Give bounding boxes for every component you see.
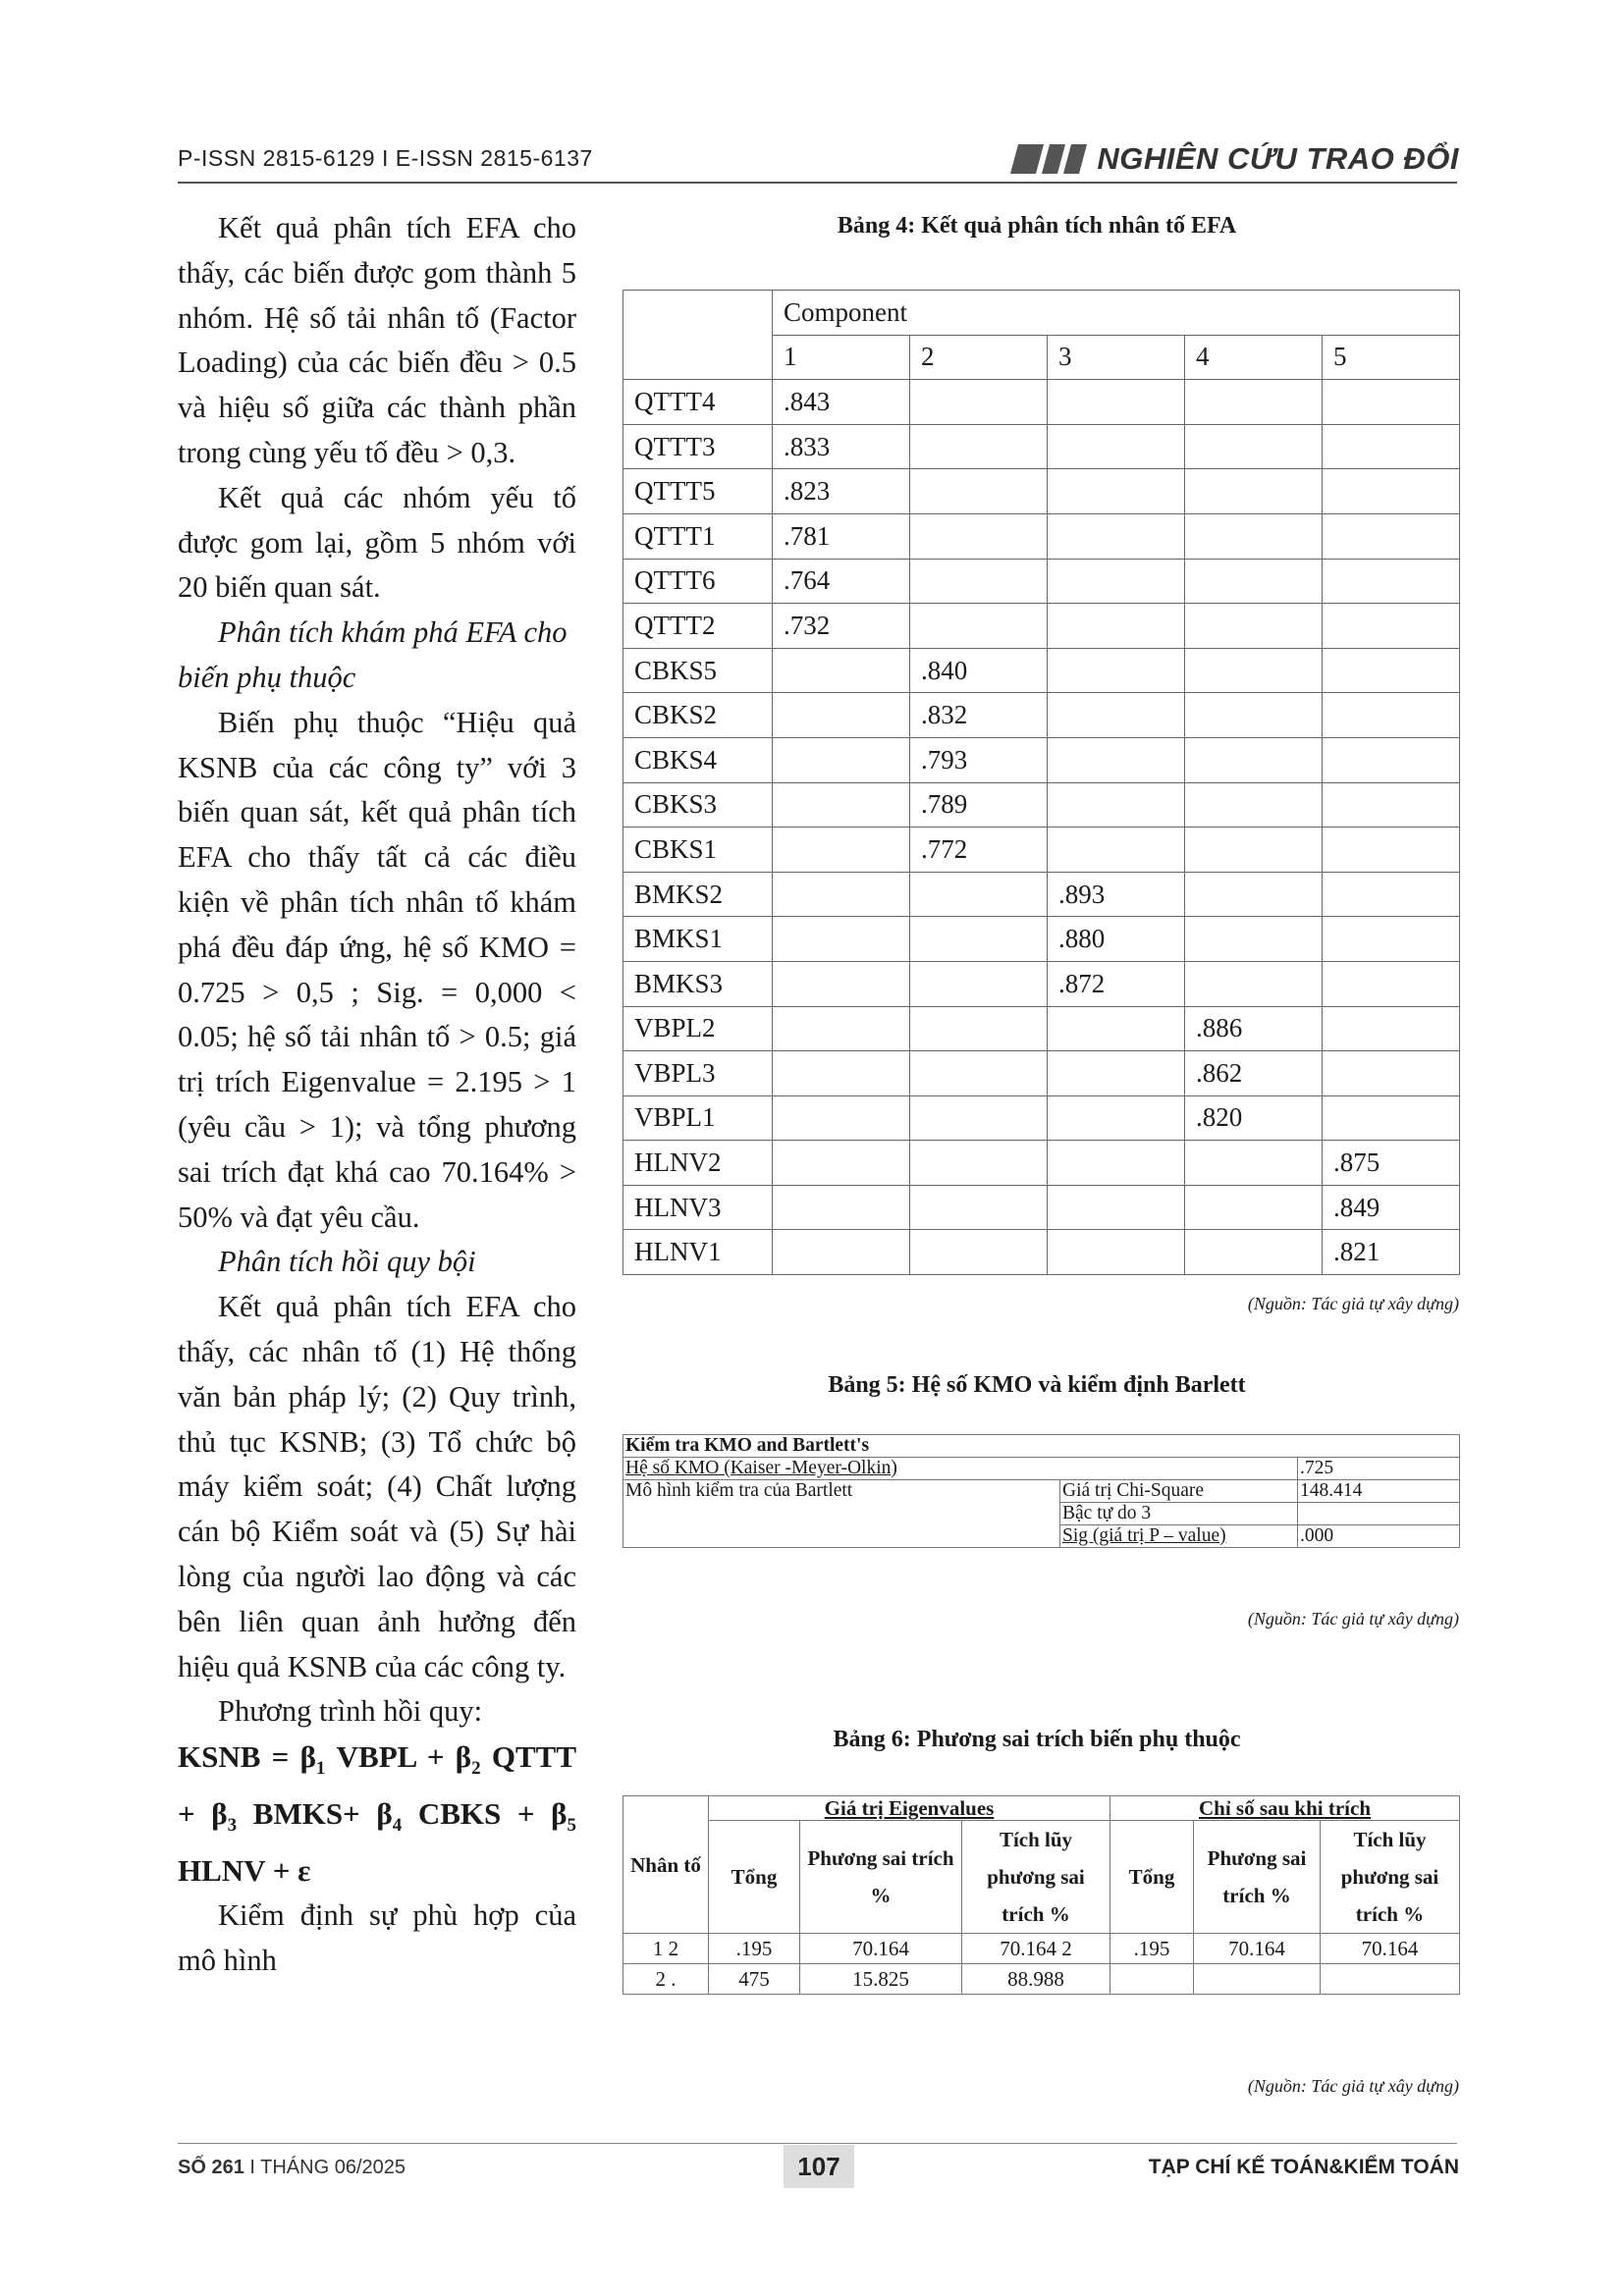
loading-value [1323, 737, 1460, 782]
kmo-value: .725 [1298, 1458, 1460, 1480]
loading-value [1048, 693, 1185, 738]
loading-value [773, 872, 910, 917]
cell-value: .195 [1110, 1934, 1194, 1964]
variable-name: HLNV1 [623, 1230, 773, 1275]
table-row [623, 1141, 1460, 1186]
variable-name: QTTT6 [623, 559, 773, 604]
paragraph: Biến phụ thuộc “Hiệu quả KSNB của các công ty” với 3 biến quan sát, kết quả phân tích EFA cho thấy tất cả các điều kiện về phân tích nhân tố khám phá đều đáp ứng, hệ số KMO = 0.725 > 0,5 ; Sig. = 0,000 < 0.05; hệ số tải nhân tố > 0.5; giá trị trích Eigenvalue = 2.195 > 1 (yêu cầu > 1); và tổng phương sai trích đạt khá cao 70.164% > 50% và đạt yêu cầu. [178, 705, 576, 1234]
loading-value [1185, 782, 1323, 828]
loading-value [1185, 380, 1323, 425]
variable-name: VBPL3 [623, 1051, 773, 1096]
loading-value [773, 1051, 910, 1096]
section-title: NGHIÊN CỨU TRAO ĐỔI [1097, 141, 1459, 176]
loading-value: .789 [910, 782, 1048, 828]
cell-value [1194, 1964, 1321, 1995]
loading-value: .823 [773, 469, 910, 514]
table-row [623, 872, 1460, 917]
loading-value [1048, 828, 1185, 873]
loading-value [773, 737, 910, 782]
loading-value: .843 [773, 380, 910, 425]
loading-value [910, 1006, 1048, 1051]
loading-value: .781 [773, 513, 910, 559]
loading-value [1185, 961, 1323, 1006]
component-number: 2 [910, 335, 1048, 380]
loading-value [910, 1051, 1048, 1096]
variable-name: CBKS4 [623, 737, 773, 782]
variable-name: HLNV2 [623, 1141, 773, 1186]
loading-value [773, 1095, 910, 1141]
loading-value [773, 1141, 910, 1186]
loading-value [1185, 872, 1323, 917]
loading-value: .886 [1185, 1006, 1323, 1051]
loading-value [910, 424, 1048, 469]
table5-source: (Nguồn: Tác giả tự xây dựng) [1247, 1609, 1459, 1629]
subheading: Phân tích khám phá EFA cho biến phụ thuộc [178, 615, 568, 694]
col-factor: Nhân tố [623, 1796, 709, 1934]
variable-name: QTTT1 [623, 513, 773, 559]
loading-value [1048, 1185, 1185, 1230]
loading-value [1185, 737, 1323, 782]
loading-value [910, 469, 1048, 514]
loading-value [773, 693, 910, 738]
variable-name: CBKS1 [623, 828, 773, 873]
group-extraction: Chỉ số sau khi trích [1110, 1796, 1460, 1821]
variable-name: CBKS5 [623, 648, 773, 693]
table-row [623, 604, 1460, 649]
loading-value [773, 961, 910, 1006]
variable-name: HLNV3 [623, 1185, 773, 1230]
loading-value [1185, 1230, 1323, 1275]
col-total: Tổng [1110, 1821, 1194, 1934]
subheading: Phân tích hồi quy bội [218, 1245, 476, 1279]
footer-divider [178, 2143, 1457, 2144]
loading-value: .772 [910, 828, 1048, 873]
variable-name: QTTT5 [623, 469, 773, 514]
loading-value [1323, 872, 1460, 917]
loading-value [1185, 424, 1323, 469]
loading-value [910, 917, 1048, 962]
col-total: Tổng [709, 1821, 800, 1934]
journal-name: TẠP CHÍ KẾ TOÁN&KIỂM TOÁN [1148, 2156, 1459, 2178]
component-number: 1 [773, 335, 910, 380]
table5-caption: Bảng 5: Hệ số KMO và kiểm định Barlett [828, 1372, 1246, 1398]
variance-table [623, 1795, 1460, 1995]
table-row [623, 513, 1460, 559]
paragraph: Phương trình hồi quy: [218, 1694, 483, 1729]
cell-value [1110, 1964, 1194, 1995]
brand-bar-icon [1042, 144, 1065, 174]
regression-equation: KSNB = $\beta_1$ VBPL + $\beta_2$ QTTT + $\beta_3$ BMKS+ $\beta_4$ CBKS + $\beta_5$ HLNV + ε [178, 1739, 577, 1889]
loading-value [910, 513, 1048, 559]
loading-value: .764 [773, 559, 910, 604]
loading-value: .832 [910, 693, 1048, 738]
loading-value [1048, 782, 1185, 828]
loading-value [773, 1006, 910, 1051]
cell-value: 2 . [623, 1964, 709, 1995]
table-row [623, 693, 1460, 738]
cell-value: .195 [709, 1934, 800, 1964]
col-cumulative: Tích lũy phương sai trích % [1321, 1821, 1460, 1934]
chi-square-value: 148.414 [1298, 1480, 1460, 1503]
variable-name: VBPL1 [623, 1095, 773, 1141]
sig-label: Sig (giá trị P – value) [1060, 1525, 1298, 1548]
loading-value [910, 559, 1048, 604]
loading-value [1048, 1141, 1185, 1186]
variable-name: QTTT2 [623, 604, 773, 649]
brand-bar-icon [1063, 144, 1087, 174]
loading-value [1185, 828, 1323, 873]
loading-value [773, 782, 910, 828]
loading-value: .849 [1323, 1185, 1460, 1230]
df-label: Bậc tự do 3 [1060, 1503, 1298, 1525]
table-row [623, 961, 1460, 1006]
cell-value: 15.825 [800, 1964, 962, 1995]
table6-source: (Nguồn: Tác giả tự xây dựng) [1247, 2076, 1459, 2096]
loading-value [1048, 424, 1185, 469]
loading-value [1185, 1141, 1323, 1186]
loading-value: .872 [1048, 961, 1185, 1006]
loading-value [773, 648, 910, 693]
table-row [623, 648, 1460, 693]
page-number: 107 [784, 2145, 854, 2188]
table-row [623, 424, 1460, 469]
loading-value: .793 [910, 737, 1048, 782]
table-row [623, 380, 1460, 425]
loading-value [1048, 1051, 1185, 1096]
loading-value [1323, 469, 1460, 514]
component-number: 5 [1323, 335, 1460, 380]
loading-value [1048, 469, 1185, 514]
section-brand [1014, 139, 1459, 179]
group-eigenvalues: Giá trị Eigenvalues [709, 1796, 1110, 1821]
table-row [623, 828, 1460, 873]
loading-value [1185, 648, 1323, 693]
loading-value [1323, 961, 1460, 1006]
loading-value: .875 [1323, 1141, 1460, 1186]
loading-value [1323, 782, 1460, 828]
table-row [623, 1185, 1460, 1230]
table-row [623, 1964, 1460, 1995]
cell-value: 70.164 [1321, 1934, 1460, 1964]
loading-value [1185, 559, 1323, 604]
component-label: Component [773, 291, 1460, 336]
loading-value [1323, 513, 1460, 559]
loading-value [1323, 828, 1460, 873]
variable-name: BMKS1 [623, 917, 773, 962]
kmo-table [623, 1434, 1460, 1548]
loading-value [910, 1230, 1048, 1275]
loading-value: .862 [1185, 1051, 1323, 1096]
issue-info: SỐ 261 I THÁNG 06/2025 [178, 2157, 406, 2178]
loading-value [1185, 469, 1323, 514]
paragraph: Kết quả các nhóm yếu tố được gom lại, gồm 5 nhóm với 20 biến quan sát. [178, 480, 576, 605]
cell-value: 1 2 [623, 1934, 709, 1964]
table-row [623, 917, 1460, 962]
kmo-label: Hệ số KMO (Kaiser -Meyer-Olkin) [623, 1458, 1298, 1480]
loading-value: .893 [1048, 872, 1185, 917]
cell-value: 70.164 [1194, 1934, 1321, 1964]
loading-value: .820 [1185, 1095, 1323, 1141]
loading-value [1048, 1230, 1185, 1275]
loading-value [910, 1141, 1048, 1186]
loading-value: .840 [910, 648, 1048, 693]
table-row [623, 559, 1460, 604]
loading-value [773, 917, 910, 962]
loading-value [1323, 559, 1460, 604]
left-column [178, 206, 576, 1983]
loading-value [1323, 380, 1460, 425]
cell-value: 70.164 [800, 1934, 962, 1964]
variable-name: QTTT3 [623, 424, 773, 469]
header-divider [178, 182, 1457, 184]
sig-value: .000 [1298, 1525, 1460, 1548]
table-row [623, 1006, 1460, 1051]
loading-value [910, 872, 1048, 917]
col-cumulative: Tích lũy phương sai trích % [962, 1821, 1110, 1934]
loading-value: .821 [1323, 1230, 1460, 1275]
variable-name: CBKS2 [623, 693, 773, 738]
loading-value [1323, 648, 1460, 693]
loading-value: .732 [773, 604, 910, 649]
loading-value [1048, 1006, 1185, 1051]
table-row [623, 1934, 1460, 1964]
loading-value [910, 380, 1048, 425]
variable-name: BMKS2 [623, 872, 773, 917]
bartlett-label: Mô hình kiểm tra của Bartlett [623, 1480, 1060, 1548]
table6-caption: Bảng 6: Phương sai trích biến phụ thuộc [833, 1727, 1241, 1752]
col-variance: Phương sai trích % [1194, 1821, 1321, 1934]
loading-value [910, 1185, 1048, 1230]
loading-value [1185, 604, 1323, 649]
loading-value [1323, 1051, 1460, 1096]
table-row [623, 1095, 1460, 1141]
efa-table [623, 290, 1460, 1275]
header-corner [623, 291, 773, 380]
chi-square-label: Giá trị Chi-Square [1060, 1480, 1298, 1503]
loading-value [910, 1095, 1048, 1141]
cell-value: 88.988 [962, 1964, 1110, 1995]
kmo-table-title: Kiểm tra KMO and Bartlett's [623, 1435, 1460, 1458]
loading-value [1185, 917, 1323, 962]
loading-value [1048, 380, 1185, 425]
df-value [1298, 1503, 1460, 1525]
loading-value [1323, 693, 1460, 738]
loading-value [1048, 513, 1185, 559]
loading-value [1323, 424, 1460, 469]
variable-name: QTTT4 [623, 380, 773, 425]
variable-name: BMKS3 [623, 961, 773, 1006]
loading-value [1323, 604, 1460, 649]
col-variance: Phương sai trích % [800, 1821, 962, 1934]
loading-value [1323, 917, 1460, 962]
loading-value: .880 [1048, 917, 1185, 962]
loading-value [1323, 1006, 1460, 1051]
table4-caption: Bảng 4: Kết quả phân tích nhân tố EFA [837, 213, 1237, 239]
loading-value [773, 1185, 910, 1230]
table-row [623, 737, 1460, 782]
loading-value [1185, 513, 1323, 559]
variable-name: CBKS3 [623, 782, 773, 828]
loading-value [773, 1230, 910, 1275]
paragraph: Kết quả phân tích EFA cho thấy, các nhân tố (1) Hệ thống văn bản pháp lý; (2) Quy trình, thủ tục KSNB; (3) Tổ chức bộ máy kiểm soát; (4) Chất lượng cán bộ Kiểm soát và (5) Sự hài lòng của người lao động và các bên liên quan ảnh hưởng đến hiệu quả KSNB của các công ty. [178, 1290, 576, 1683]
table4-source: (Nguồn: Tác giả tự xây dựng) [1247, 1294, 1459, 1313]
loading-value [1048, 737, 1185, 782]
loading-value [1185, 693, 1323, 738]
loading-value [1048, 648, 1185, 693]
table-header-row [623, 291, 1460, 336]
loading-value [1185, 1185, 1323, 1230]
loading-value [1048, 604, 1185, 649]
loading-value [1323, 1095, 1460, 1141]
table-row [623, 782, 1460, 828]
cell-value: 475 [709, 1964, 800, 1995]
cell-value [1321, 1964, 1460, 1995]
paragraph: Kết quả phân tích EFA cho thấy, các biến được gom thành 5 nhóm. Hệ số tải nhân tố (Factor Loading) của các biến đều > 0.5 và hiệu số giữa các thành phần trong cùng yếu tố đều > 0,3. [178, 211, 576, 469]
loading-value [1048, 559, 1185, 604]
loading-value [773, 828, 910, 873]
cell-value: 70.164 2 [962, 1934, 1110, 1964]
component-number: 3 [1048, 335, 1185, 380]
component-number: 4 [1185, 335, 1323, 380]
brand-bar-icon [1010, 144, 1044, 174]
table-row [623, 1051, 1460, 1096]
loading-value [1048, 1095, 1185, 1141]
table-row [623, 469, 1460, 514]
table-row [623, 1230, 1460, 1275]
loading-value [910, 961, 1048, 1006]
loading-value: .833 [773, 424, 910, 469]
paragraph: Kiểm định sự phù hợp của mô hình [178, 1897, 576, 1977]
issn-header: P-ISSN 2815-6129 I E-ISSN 2815-6137 [178, 145, 593, 171]
variable-name: VBPL2 [623, 1006, 773, 1051]
loading-value [910, 604, 1048, 649]
